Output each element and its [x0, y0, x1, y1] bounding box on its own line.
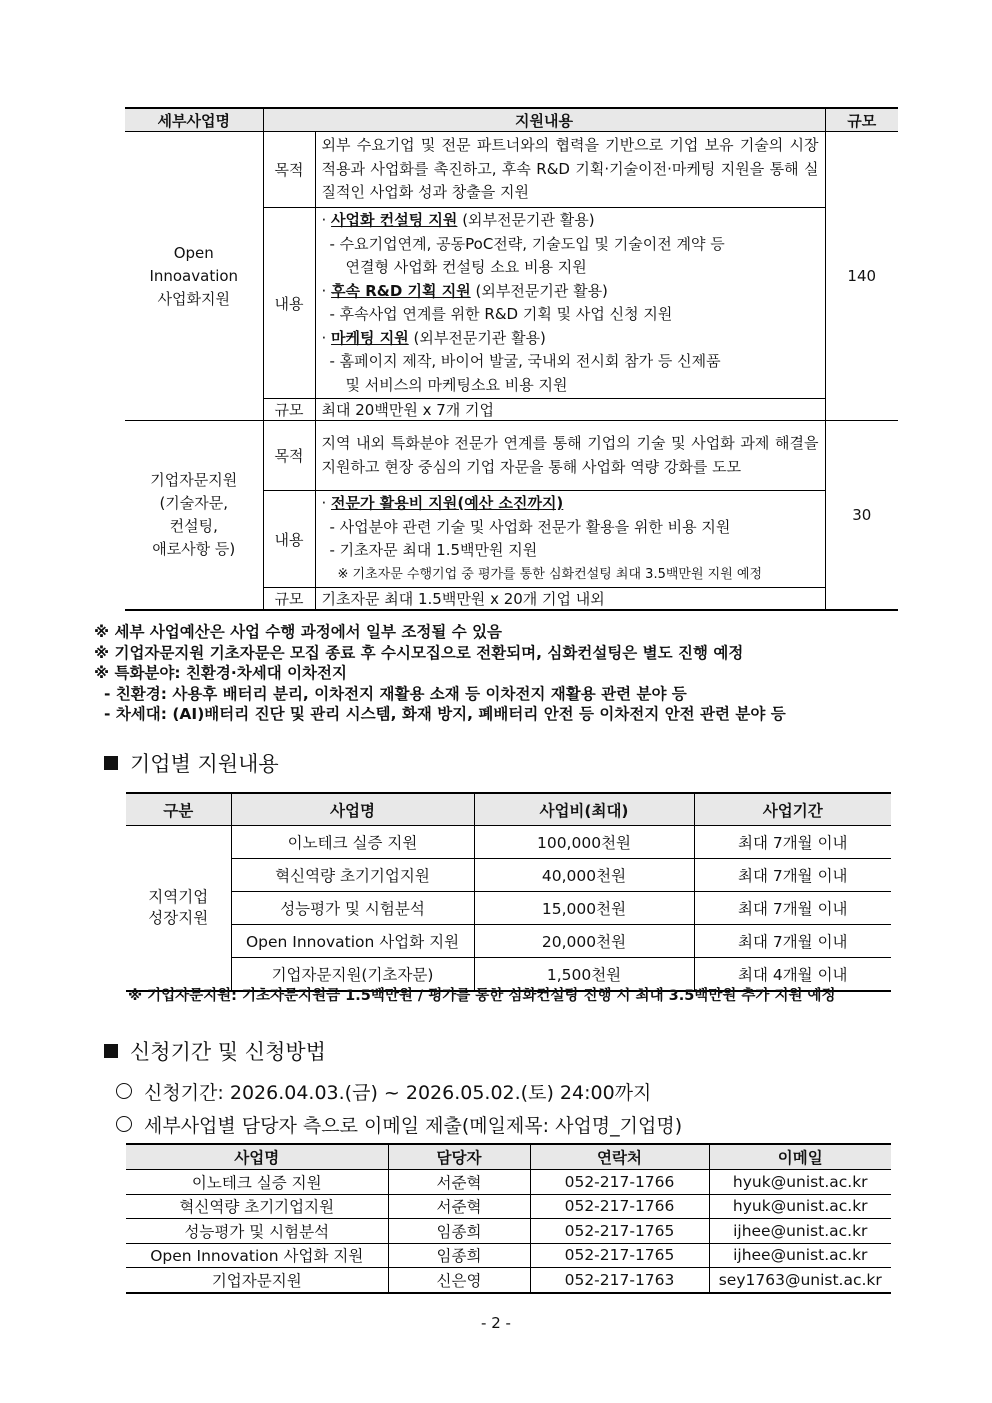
- table-header-row: [126, 793, 891, 826]
- person-cell: 신은영: [388, 1268, 530, 1293]
- table-row: [126, 1243, 891, 1268]
- section-title-support: [104, 748, 279, 778]
- purpose-text: 지역 내외 특화분야 전문가 연계를 통해 기업의 기술 및 사업화 과제 해결을 지원하고 현장 중심의 기업 자문을 통해 사업화 역량 강화를 도모: [315, 421, 825, 491]
- table-row: [126, 826, 891, 859]
- header-program: 사업명: [231, 793, 474, 826]
- program-name-advisory: [125, 421, 263, 611]
- note-line: - 차세대: (AI)배터리 진단 및 관리 시스템, 화재 방지, 폐배터리 안전 등 이차전지 안전 관련 분야 등: [104, 705, 786, 723]
- program-cell: Open Innovation 사업화 지원: [126, 1243, 388, 1268]
- table-row: [126, 925, 891, 958]
- email-cell: hyuk@unist.ac.kr: [709, 1194, 891, 1219]
- content-item-title: 사업화 컨설팅 지원: [331, 211, 458, 229]
- apply-period: [116, 1078, 651, 1105]
- content-sub: - 후속사업 연계를 위한 R&D 기획 및 사업 신청 지원: [329, 305, 673, 323]
- cost-cell: 20,000천원: [474, 925, 694, 958]
- table-row: [126, 1194, 891, 1219]
- content-sub: 연결형 사업화 컨설팅 소요 비용 지원: [345, 258, 587, 276]
- circle-bullet-icon: [116, 1083, 132, 1099]
- table-header-row: [125, 108, 898, 132]
- period-cell: 최대 7개월 이내: [694, 826, 891, 859]
- square-bullet-icon: [104, 756, 118, 770]
- header-program: 사업명: [126, 1144, 388, 1170]
- circle-bullet-icon: [116, 1116, 132, 1132]
- table-row: [126, 1219, 891, 1244]
- program-name-line: (기술자문,: [159, 494, 229, 512]
- scale-label: 규모: [263, 588, 315, 611]
- table-row: [126, 892, 891, 925]
- table-row: [126, 1268, 891, 1293]
- content-item: · 사업화 컨설팅 지원 (외부전문기관 활용): [321, 211, 595, 229]
- program-cell: 혁신역량 초기기업지원: [231, 859, 474, 892]
- person-cell: 임종희: [388, 1219, 530, 1244]
- header-support-content: 지원내용: [263, 108, 825, 132]
- program-cell: 성능평가 및 시험분석: [126, 1219, 388, 1244]
- cost-cell: 40,000천원: [474, 859, 694, 892]
- table-header-row: [126, 1144, 891, 1170]
- category-line: 지역기업: [148, 888, 209, 906]
- cost-cell: 1,500천원: [474, 958, 694, 992]
- period-cell: 최대 7개월 이내: [694, 892, 891, 925]
- header-cost: 사업비(최대): [474, 793, 694, 826]
- table-row: [126, 859, 891, 892]
- content-note: ※ 기초자문 수행기업 중 평가를 통한 심화컨설팅 최대 3.5백만원 지원 예정: [337, 566, 763, 582]
- budget-notes: [94, 622, 786, 725]
- purpose-label: 목적: [263, 421, 315, 491]
- content-sub: 및 서비스의 마케팅소요 비용 지원: [345, 375, 568, 394]
- header-category: 구분: [126, 793, 231, 826]
- apply-method-text: 세부사업별 담당자 측으로 이메일 제출(메일제목: 사업명_기업명): [144, 1115, 683, 1137]
- email-cell: hyuk@unist.ac.kr: [709, 1170, 891, 1195]
- advisory-note: ※ 기업자문지원: 기초자문지원금 1.5백만원 / 평가를 통한 심화컨설팅 진행 시 최대 3.5백만원 추가 지원 예정: [128, 988, 836, 1004]
- scale-text: 기초자문 최대 1.5백만원 x 20개 기업 내외: [315, 588, 825, 611]
- section-title-text: 신청기간 및 신청방법: [130, 1040, 326, 1064]
- page-number: - 2 -: [481, 1314, 511, 1332]
- note-line: ※ 세부 사업예산은 사업 수행 과정에서 일부 조정될 수 있음: [94, 623, 503, 641]
- apply-period-text: 신청기간: 2026.04.03.(금) ~ 2026.05.02.(토) 24:00까지: [144, 1082, 652, 1104]
- note-line: ※ 특화분야: 친환경·차세대 이차전지: [94, 664, 347, 682]
- program-cell: Open Innovation 사업화 지원: [231, 925, 474, 958]
- email-cell: ijhee@unist.ac.kr: [709, 1243, 891, 1268]
- program-cell: 기업자문지원: [126, 1268, 388, 1293]
- person-cell: 서준혁: [388, 1194, 530, 1219]
- program-name-line: 기업자문지원: [150, 471, 238, 489]
- scale-label: 규모: [263, 399, 315, 421]
- purpose-label: 목적: [263, 132, 315, 208]
- content-item-suffix: (외부전문기관 활용): [408, 328, 546, 347]
- program-name-line: 컨설팅,: [169, 517, 218, 535]
- content-label: 내용: [263, 208, 315, 399]
- content-item: · 마케팅 지원 (외부전문기관 활용): [321, 328, 546, 347]
- purpose-text: 외부 수요기업 및 전문 파트너와의 협력을 기반으로 기업 보유 기술의 시장 적용과 사업화를 촉진하고, 후속 R&D 기획·기술이전·마케팅 지원을 통해 실질적인 사업화 성과 창출을 지원: [315, 132, 825, 208]
- content-item-suffix: (외부전문기관 활용): [457, 211, 595, 229]
- content-label: 내용: [263, 491, 315, 588]
- phone-cell: 052-217-1765: [530, 1243, 709, 1268]
- content-item: · 전문가 활용비 지원(예산 소진까지): [321, 494, 564, 512]
- category-line: 성장지원: [148, 909, 209, 927]
- content-sub: - 기초자문 최대 1.5백만원 지원: [329, 541, 538, 559]
- email-cell: sey1763@unist.ac.kr: [709, 1268, 891, 1293]
- content-item: · 후속 R&D 기획 지원 (외부전문기관 활용): [321, 281, 608, 300]
- cost-cell: 100,000천원: [474, 826, 694, 859]
- header-scale: 규모: [825, 108, 898, 132]
- content-item-suffix: (외부전문기관 활용): [470, 281, 608, 300]
- program-name-line: 사업화지원: [157, 289, 230, 308]
- program-cell: 기업자문지원(기초자문): [231, 958, 474, 992]
- note-line: ※ 기업자문지원 기초자문은 모집 종료 후 수시모집으로 전환되며, 심화컨설팅은 별도 진행 예정: [94, 643, 744, 662]
- phone-cell: 052-217-1766: [530, 1170, 709, 1195]
- square-bullet-icon: [104, 1044, 118, 1058]
- person-cell: 서준혁: [388, 1170, 530, 1195]
- content-sub: - 사업분야 관련 기술 및 사업화 전문가 활용을 위한 비용 지원: [329, 517, 731, 536]
- phone-cell: 052-217-1765: [530, 1219, 709, 1244]
- apply-method: [116, 1111, 682, 1138]
- program-cell: 이노테크 실증 지원: [126, 1170, 388, 1195]
- header-period: 사업기간: [694, 793, 891, 826]
- scale-total: 30: [825, 421, 898, 611]
- phone-cell: 052-217-1766: [530, 1194, 709, 1219]
- header-person: 담당자: [388, 1144, 530, 1170]
- table-row: [126, 1170, 891, 1195]
- content-text: [315, 208, 825, 399]
- content-sub: - 홈페이지 제작, 바이어 발굴, 국내외 전시회 참가 등 신제품: [329, 352, 721, 370]
- cost-cell: 15,000천원: [474, 892, 694, 925]
- contact-table: [126, 1143, 891, 1294]
- table-row: [125, 132, 898, 208]
- content-sub: - 수요기업연계, 공동PoC전략, 기술도입 및 기술이전 계약 등: [329, 234, 725, 253]
- program-name-line: 애로사항 등): [152, 540, 236, 558]
- note-line: - 친환경: 사용후 배터리 분리, 이차전지 재활용 소재 등 이차전지 재활용 관련 분야 등: [104, 684, 687, 703]
- program-name-line: Open: [173, 243, 214, 262]
- scale-total: 140: [825, 132, 898, 421]
- program-cell: 성능평가 및 시험분석: [231, 892, 474, 925]
- company-support-table: [126, 792, 891, 992]
- period-cell: 최대 7개월 이내: [694, 925, 891, 958]
- table-row: [125, 421, 898, 491]
- section-title-text: 기업별 지원내용: [130, 752, 279, 776]
- period-cell: 최대 4개월 이내: [694, 958, 891, 992]
- content-item-title: 전문가 활용비 지원(예산 소진까지): [331, 494, 564, 512]
- content-item-title: 후속 R&D 기획 지원: [331, 281, 471, 300]
- scale-text: 최대 20백만원 x 7개 기업: [315, 399, 825, 421]
- program-name-line: Innoavation: [149, 266, 239, 285]
- program-cell: 혁신역량 초기기업지원: [126, 1194, 388, 1219]
- phone-cell: 052-217-1763: [530, 1268, 709, 1293]
- person-cell: 임종희: [388, 1243, 530, 1268]
- content-text: [315, 491, 825, 588]
- content-item-title: 마케팅 지원: [331, 328, 409, 347]
- program-detail-table: [125, 107, 898, 611]
- header-phone: 연락처: [530, 1144, 709, 1170]
- section-title-apply: [104, 1036, 326, 1066]
- period-cell: 최대 7개월 이내: [694, 859, 891, 892]
- email-cell: ijhee@unist.ac.kr: [709, 1219, 891, 1244]
- header-program-name: 세부사업명: [125, 108, 263, 132]
- header-email: 이메일: [709, 1144, 891, 1170]
- program-cell: 이노테크 실증 지원: [231, 826, 474, 859]
- category-cell: [126, 826, 231, 992]
- program-name-open: [125, 132, 263, 421]
